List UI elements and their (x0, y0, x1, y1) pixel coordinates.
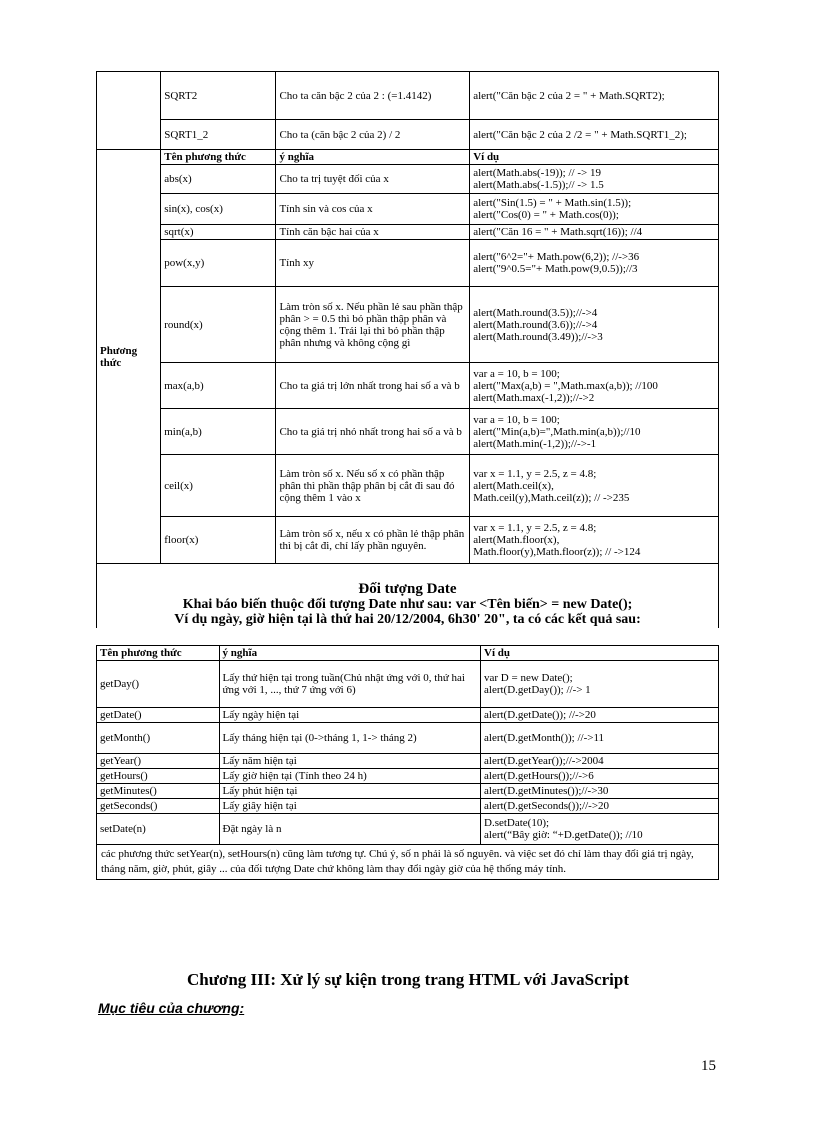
date-section-header (97, 564, 719, 629)
constant-example: alert("Căn bậc 2 của 2 = " + Math.SQRT2); (470, 72, 719, 120)
table-row (97, 363, 719, 409)
method-name: ceil(x) (161, 455, 276, 517)
page-number: 15 (701, 1058, 716, 1074)
date-declaration: Khai báo biến thuộc đối tượng Date như sau: var <Tên biến> = new Date(); (182, 597, 633, 612)
method-name: getDate() (97, 708, 220, 723)
method-name: getDay() (97, 661, 220, 708)
header-name: Tên phương thức (161, 150, 276, 165)
date-example-intro: Ví dụ ngày, giờ hiện tại là thứ hai 20/12/2004, 6h30' 20", ta có các kết quả sau: (174, 612, 641, 627)
method-name: getMonth() (97, 723, 220, 754)
date-note-row (97, 845, 719, 880)
method-name: min(a,b) (161, 409, 276, 455)
table-row (97, 287, 719, 363)
method-meaning: Cho ta giá trị lớn nhất trong hai số a và b (276, 363, 470, 409)
table-row (97, 409, 719, 455)
method-meaning: Tính xy (276, 240, 470, 287)
method-meaning: Làm tròn số x. Nếu số x có phần thập phân thì phần thập phân bị cắt đi sau đó cộng thêm 1 vào x (276, 455, 470, 517)
constant-meaning: Cho ta (căn bậc 2 của 2) / 2 (276, 120, 470, 150)
method-name: max(a,b) (161, 363, 276, 409)
method-meaning: Lấy năm hiện tại (219, 754, 480, 769)
constant-meaning: Cho ta căn bậc 2 của 2 : (=1.4142) (276, 72, 470, 120)
table-row (97, 708, 719, 723)
method-example: var a = 10, b = 100; alert("Min(a,b)=",Math.min(a,b));//10 alert(Math.min(-1,2));//->-1 (470, 409, 719, 455)
table-row (97, 225, 719, 240)
table-row (97, 799, 719, 814)
method-example: alert(Math.round(3.5));//->4 alert(Math.round(3.6));//->4 alert(Math.round(3.49));//->3 (470, 287, 719, 363)
method-example: var x = 1.1, y = 2.5, z = 4.8; alert(Math.ceil(x), Math.ceil(y),Math.ceil(z)); // ->235 (470, 455, 719, 517)
constant-name: SQRT2 (161, 72, 276, 120)
table-row (97, 517, 719, 564)
method-name: sin(x), cos(x) (161, 194, 276, 225)
method-name: abs(x) (161, 165, 276, 194)
method-meaning: Lấy giây hiện tại (219, 799, 480, 814)
method-example: alert(D.getMonth()); //->11 (481, 723, 719, 754)
methods-header-row (97, 150, 719, 165)
method-name: floor(x) (161, 517, 276, 564)
method-example: D.setDate(10); alert(“Bây giờ: “+D.getDate()); //10 (481, 814, 719, 845)
table-row (97, 784, 719, 799)
method-example: alert(D.getYear());//->2004 (481, 754, 719, 769)
table-row (97, 769, 719, 784)
method-meaning: Lấy ngày hiện tại (219, 708, 480, 723)
method-example: var D = new Date(); alert(D.getDay()); //-> 1 (481, 661, 719, 708)
table-row (97, 72, 719, 120)
header-example: Ví dụ (481, 646, 719, 661)
method-name: getHours() (97, 769, 220, 784)
date-section-title: Đối tượng Date (358, 581, 457, 597)
method-name: getYear() (97, 754, 220, 769)
table-row (97, 240, 719, 287)
method-meaning: Lấy phút hiện tại (219, 784, 480, 799)
date-header-row (97, 646, 719, 661)
table-row (97, 754, 719, 769)
header-meaning: ý nghĩa (276, 150, 470, 165)
header-name: Tên phương thức (97, 646, 220, 661)
method-meaning: Làm tròn số x, nếu x có phần lẻ thập phân thì bị cắt đi, chỉ lấy phần nguyên. (276, 517, 470, 564)
method-example: alert(D.getDate()); //->20 (481, 708, 719, 723)
constant-example: alert("Căn bậc 2 của 2 /2 = " + Math.SQRT1_2); (470, 120, 719, 150)
method-meaning: Lấy tháng hiện tại (0->tháng 1, 1-> tháng 2) (219, 723, 480, 754)
method-meaning: Lấy thứ hiện tại trong tuần(Chủ nhật ứng với 0, thứ hai ứng với 1, ..., thứ 7 ứng với 6) (219, 661, 480, 708)
date-methods-table (96, 645, 719, 880)
math-reference-table (96, 71, 719, 628)
method-example: alert(Math.abs(-19)); // -> 19 alert(Math.abs(-1.5));// -> 1.5 (470, 165, 719, 194)
section-heading: Mục tiêu của chương: (98, 1000, 245, 1016)
method-example: alert(D.getHours());//->6 (481, 769, 719, 784)
method-name: sqrt(x) (161, 225, 276, 240)
method-example: alert("Căn 16 = " + Math.sqrt(16)); //4 (470, 225, 719, 240)
table-row (97, 723, 719, 754)
table-row (97, 661, 719, 708)
table-row (97, 814, 719, 845)
chapter-title: Chương III: Xử lý sự kiện trong trang HTML với JavaScript (186, 970, 630, 989)
header-example: Ví dụ (470, 150, 719, 165)
table-row (97, 165, 719, 194)
method-example: alert(D.getMinutes());//->30 (481, 784, 719, 799)
method-name: pow(x,y) (161, 240, 276, 287)
method-name: round(x) (161, 287, 276, 363)
method-meaning: Làm tròn số x. Nếu phần lẻ sau phần thập phân > = 0.5 thì bỏ phần thập phân và cộng thêm 1. Trái lại thì bỏ phần thập phân nhưng và không cộng gì (276, 287, 470, 363)
method-meaning: Cho ta trị tuyệt đối của x (276, 165, 470, 194)
method-name: setDate(n) (97, 814, 220, 845)
table-row (97, 455, 719, 517)
method-meaning: Đặt ngày là n (219, 814, 480, 845)
method-example: var a = 10, b = 100; alert("Max(a,b) = ",Math.max(a,b)); //100 alert(Math.max(-1,2));//->2 (470, 363, 719, 409)
method-name: getSeconds() (97, 799, 220, 814)
method-meaning: Cho ta giá trị nhỏ nhất trong hai số a và b (276, 409, 470, 455)
category-label: Phương thức (97, 150, 161, 564)
method-example: alert("Sin(1.5) = " + Math.sin(1.5)); alert("Cos(0) = " + Math.cos(0)); (470, 194, 719, 225)
method-meaning: Tính căn bậc hai của x (276, 225, 470, 240)
header-meaning: ý nghĩa (219, 646, 480, 661)
method-example: var x = 1.1, y = 2.5, z = 4.8; alert(Math.floor(x), Math.floor(y),Math.floor(z)); // ->124 (470, 517, 719, 564)
date-note: các phương thức setYear(n), setHours(n) cũng làm tương tự. Chú ý, số n phải là số nguyên. và việc set đó chỉ làm thay đổi giá trị ngày, tháng năm, giờ, phút, giây ... của đối tượng Date chứ không làm thay đổi ngày giờ của hệ thống máy tính. (97, 845, 719, 880)
method-example: alert("6^2="+ Math.pow(6,2)); //->36 alert("9^0.5="+ Math.pow(9,0.5));//3 (470, 240, 719, 287)
constant-name: SQRT1_2 (161, 120, 276, 150)
method-example: alert(D.getSeconds());//->20 (481, 799, 719, 814)
method-meaning: Lấy giờ hiện tại (Tính theo 24 h) (219, 769, 480, 784)
table-row (97, 194, 719, 225)
method-name: getMinutes() (97, 784, 220, 799)
table-row (97, 120, 719, 150)
category-cell (97, 72, 161, 150)
method-meaning: Tính sin và cos của x (276, 194, 470, 225)
